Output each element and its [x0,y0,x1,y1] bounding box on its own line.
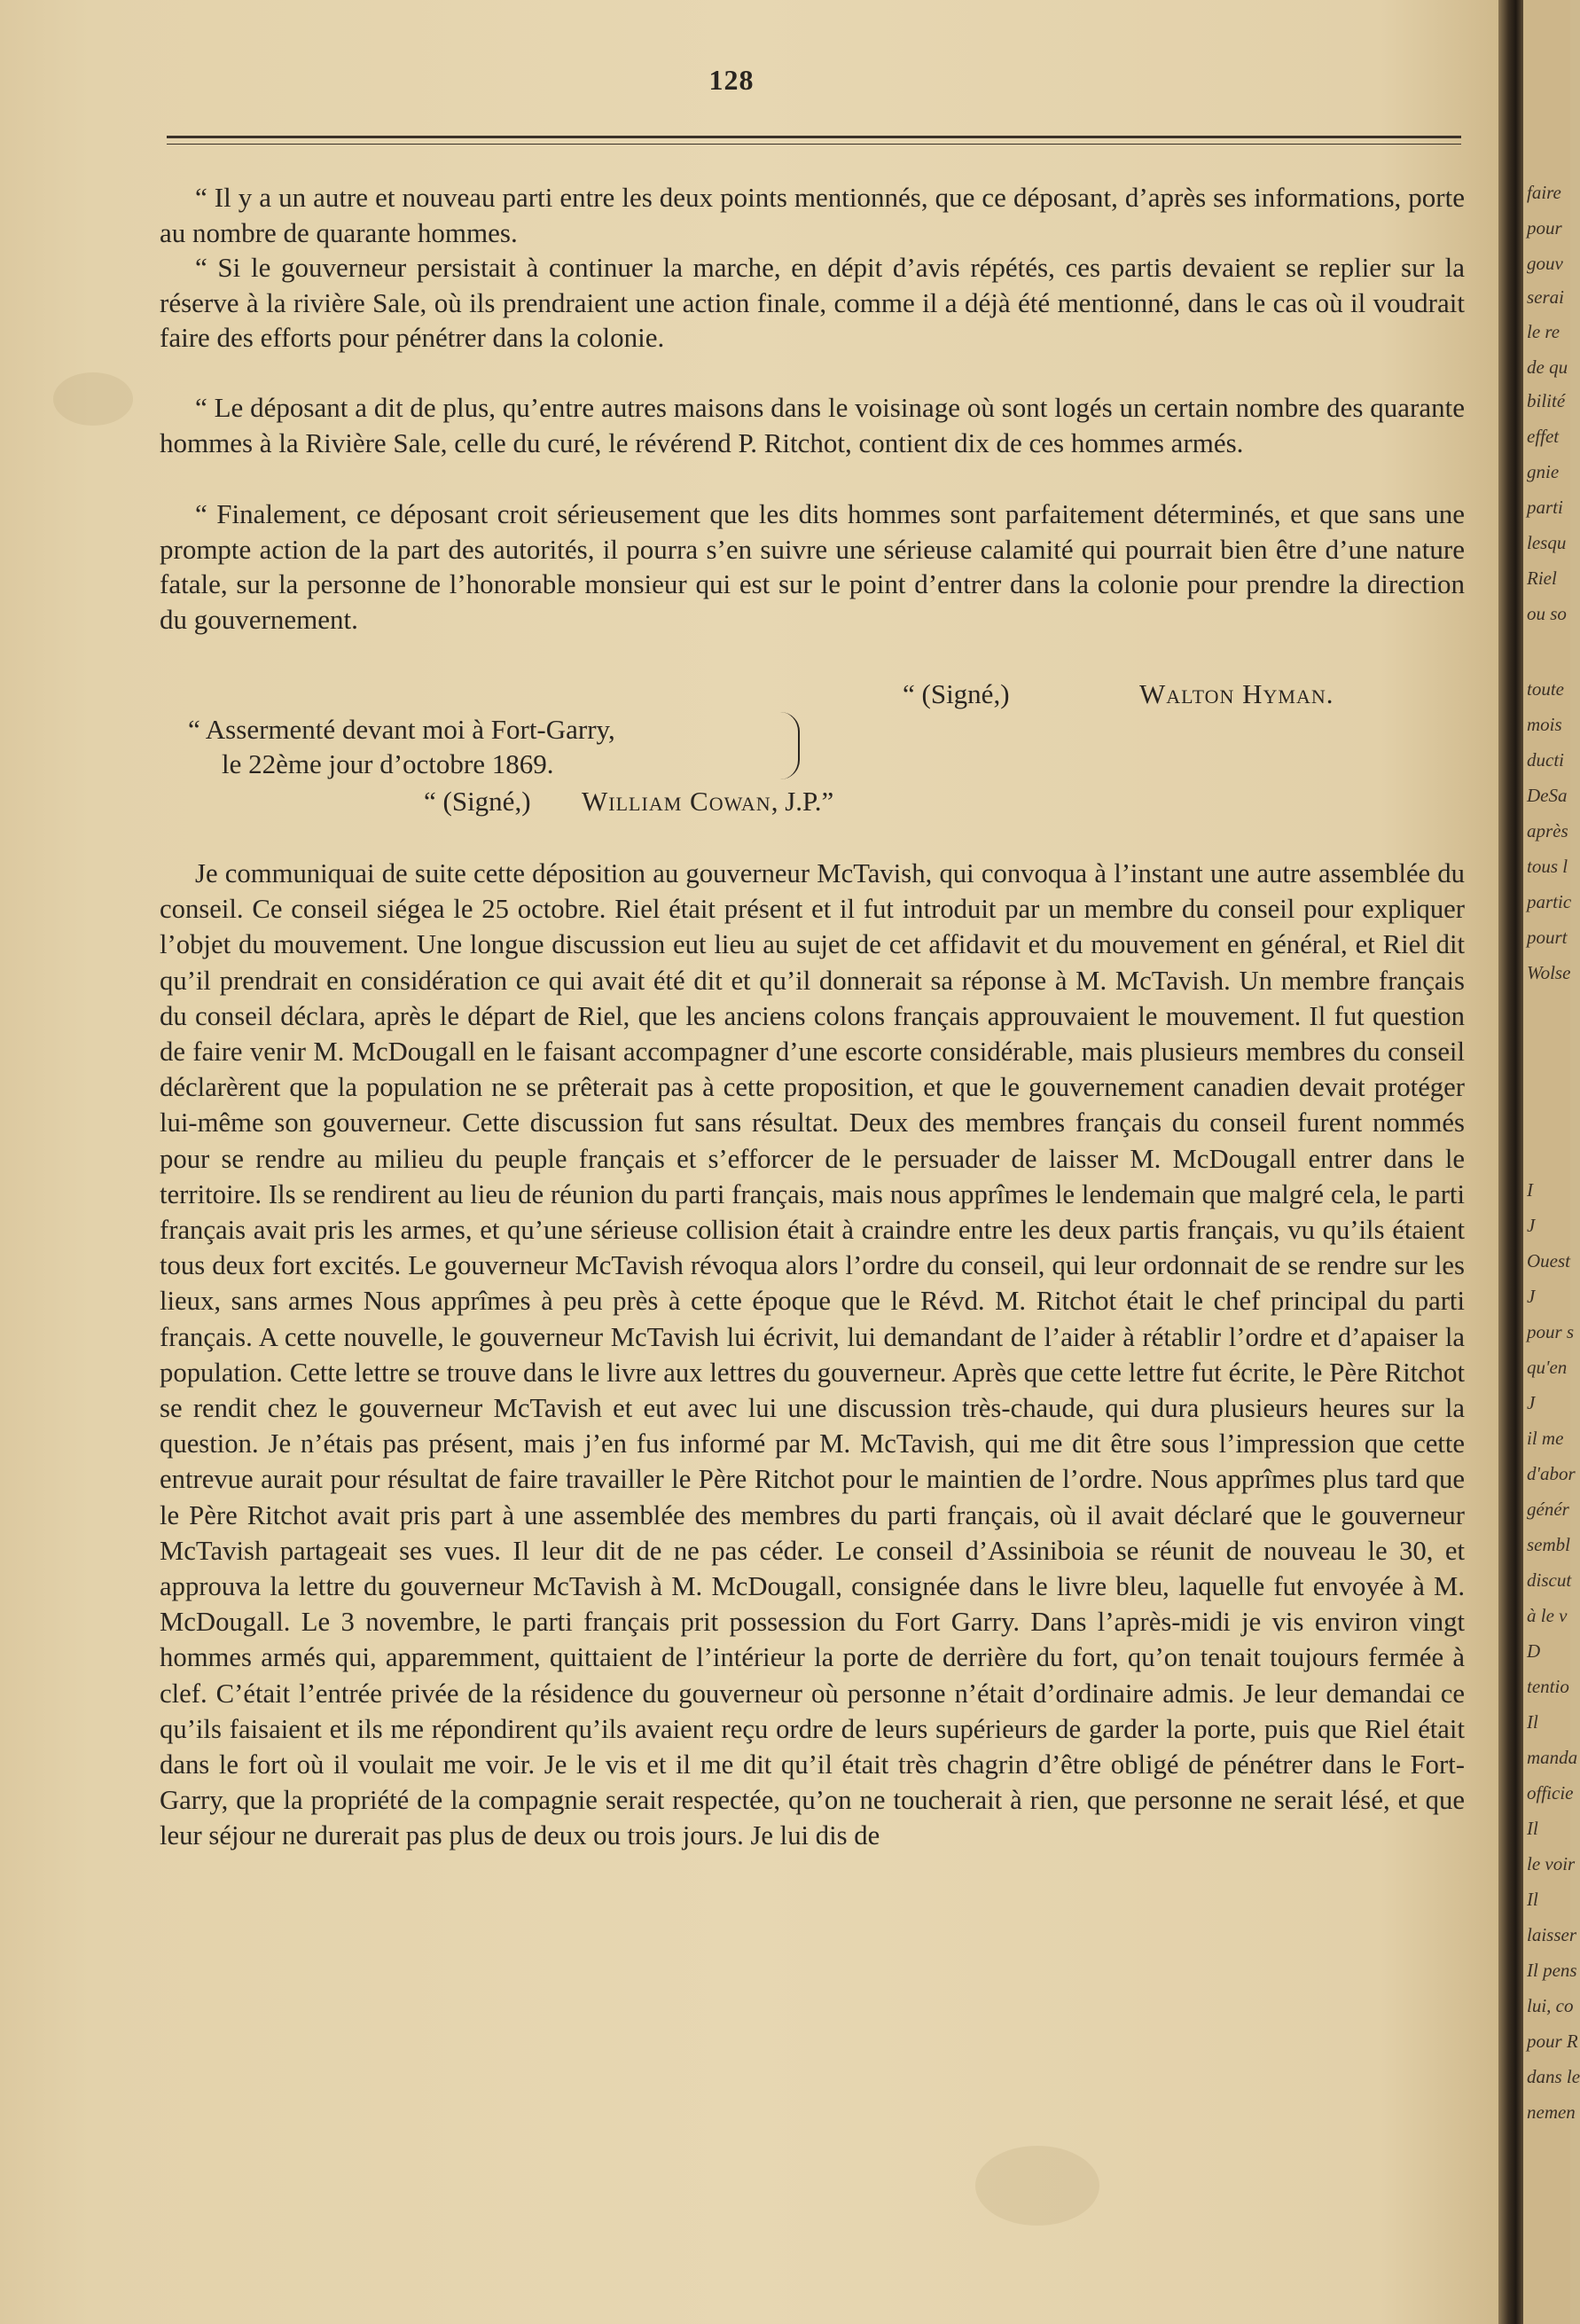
signature-name-cowan: William Cowan [582,786,771,817]
facing-page-fragment: tentio [1527,1676,1569,1697]
facing-page-fragment: J [1527,1286,1536,1307]
facing-page-fragment: gouv [1527,253,1563,274]
page-number: 128 [708,64,755,96]
facing-page-fragment: manda [1527,1747,1578,1768]
facing-page-fragment: discut [1527,1569,1572,1591]
facing-page-fragment: génér [1527,1498,1569,1520]
facing-page-fragment: DeSa [1527,785,1568,806]
facing-page-fragment: partic [1527,891,1572,912]
facing-page-fragment: effet [1527,426,1560,447]
facing-page-fragment: Wolse [1527,962,1571,983]
facing-page-fragment: Riel [1527,567,1557,589]
header-rule-thin [167,144,1461,145]
deposition-paragraph-2: “ Si le gouverneur persistait à continuer la marche, en dépit d’avis répétés, ces partis devaient se replier sur la réserve à la rivière Sale, où ils prendraient une action finale, comme il a déjà été mentionné, dans le cas où il voudrait faire des efforts pour pénétrer dans la colonie. [160,252,1465,353]
book-gutter [1498,0,1523,2324]
facing-page-fragment: parti [1527,497,1563,518]
facing-page-fragment: pour R [1527,2031,1578,2052]
facing-page-fragment: D [1527,1640,1541,1662]
facing-page-fragment: d'abor [1527,1463,1576,1484]
facing-page-fragment: le voir [1527,1853,1576,1874]
facing-page-fragment: pour [1527,217,1562,239]
facing-page-fragment: serai [1527,286,1564,308]
facing-page-fragment: Il [1527,1818,1538,1839]
facing-page-fragment: à le v [1527,1605,1568,1626]
facing-page-fragment: Ouest [1527,1250,1570,1272]
facing-page-fragment: le re [1527,321,1560,342]
facing-page-fragment: Il [1527,1889,1538,1910]
facing-page-fragment: Il pens [1527,1960,1577,1981]
facing-page-fragment: gnie [1527,461,1560,482]
facing-page-fragment: nemen [1527,2101,1576,2123]
facing-page-fragment: lesqu [1527,532,1567,553]
facing-page-fragment: après [1527,820,1568,841]
facing-page-fragment: J [1527,1392,1536,1413]
signature-block-cowan [424,784,833,818]
facing-page-fragment: dans le [1527,2066,1580,2087]
paper-stain [975,2146,1099,2226]
narrative-paragraph: Je communiquai de suite cette déposition au gouverneur McTavish, qui convoqua à l’instant une autre assemblée du conseil. Ce conseil siégea le 25 octobre. Riel était présent et il fut introduit par un membre du conseil pour expliquer l’objet du mouvement. Une longue discussion eut lieu au sujet de cet affidavit et du mouvement en général, et Riel dit qu’il prendrait en considération ce qui avait été dit et qu’il donnerait sa réponse à M. McTavish. Un membre français du conseil déclara, après le départ de Riel, que les anciens colons français approuvaient le mouvement. Il fut question de faire venir M. McDougall en le faisant accompagner d’une escorte considérable, mais plusieurs membres du conseil déclarèrent que la population ne se prêterait pas à cette proposition, et que le gouvernement canadien devait protéger lui-même son gouverneur. Cette discussion fut sans résultat. Deux des membres français du conseil furent nommés pour se rendre au milieu du peuple français et s’efforcer de le persuader de laisser M. McDougall entrer dans le territoire. Ils se rendirent au lieu de réunion du parti français, mais nous apprîmes le lendemain que malgré cela, le parti français avait pris les armes, et qu’une sérieuse collision était à craindre entre les deux partis français, vu qu’ils étaient tous deux fort excités. Le gouverneur McTavish révoqua alors l’ordre du conseil, qui leur ordonnait de se rendre sur les lieux, sans armes Nous apprîmes à peu près à cette époque que le Révd. M. Ritchot était le chef principal du parti français. A cette nouvelle, le gouverneur McTavish lui écrivit, lui demandant de l’aider à rétablir l’ordre et d’apaiser la population. Cette lettre se trouve dans le livre aux lettres du gouverneur. Après que cette lettre fut écrite, le Père Ritchot se rendit chez le gouverneur McTavish et eut avec lui une discussion très-chaude, qui dura plusieurs heures sur la question. Je n’étais pas présent, mais j’en fus informé par M. McTavish, qui me dit être sous l’impression que cette entrevue aurait pour résultat de faire travailler le Père Ritchot pour le maintien de l’ordre. Nous apprîmes plus tard que le Père Ritchot avait pris part à une assemblée des membres du parti français, où il avait déclaré que le gouverneur McTavish partageait ses vues. Il leur dit de ne pas céder. Le conseil d’Assiniboia se réunit de nouveau le 30, et approuva la lettre du gouverneur McTavish à M. McDougall, consignée dans le livre bleu, laquelle fut envoyée à M. McDougall. Le 3 novembre, le parti français prit possession du Fort Garry. Dans l’après-midi je vis environ vingt hommes armés qui, apparemment, quittaient de l’intérieur la porte de derrière du fort, qu’on tenait toujours fermée à clef. C’était l’entrée privée de la résidence du gouverneur où personne n’était d’ordinaire admis. Je leur demandai ce qu’ils faisaient et ils me répondirent qu’ils avaient reçu ordre de leurs supérieurs de garder la porte, puis que Riel était dans le fort où il voulait me voir. Je le vis et il me dit qu’il était très chagrin d’être obligé de pénétrer dans le Fort-Garry, que la propriété de la compagnie serait respectée, qu’on ne toucherait à rien, que personne ne serait lésé, et que leur séjour ne durerait pas plus de deux ou trois jours. Je lui dis de [160,858,1465,1851]
header-rule-thick [167,136,1461,138]
deposition-paragraph-1: “ Il y a un autre et nouveau parti entre les deux points mentionnés, que ce déposant, d’après ses informations, porte au nombre de quarante hommes. [160,182,1465,248]
signature-signe-2: “ (Signé,) [424,786,531,817]
facing-page-fragment: lui, co [1527,1995,1574,2016]
facing-page-fragment: il me [1527,1428,1564,1449]
facing-page-fragment: pourt [1527,927,1568,948]
signature-name-hyman: Walton Hyman. [1139,678,1334,709]
facing-page-fragment: tous l [1527,856,1568,877]
facing-page-fragment: sembl [1527,1534,1570,1555]
paper-stain [53,372,133,426]
facing-page-fragment: I [1527,1179,1533,1201]
facing-page-fragment: toute [1527,678,1564,700]
deposition-paragraph-4: “ Finalement, ce déposant croit sérieusement que les dits hommes sont parfaitement déterminés, et que sans une prompte action de la part des autorités, il pourra s’en suivre une sérieuse calamité qui pourrait bien être d’une nature fatale, sur la personne de l’honorable monsieur qui est sur le point d’entrer dans la colonie pour prendre la direction du gouvernement. [160,498,1465,635]
deposition-paragraph-3: “ Le déposant a dit de plus, qu’entre autres maisons dans le voisinage où sont logés un certain nombre des quarante hommes à la Rivière Sale, celle du curé, le révérend P. Ritchot, contient dix de ces hommes armés. [160,392,1465,458]
facing-page-fragment: officie [1527,1782,1574,1804]
facing-page-fragment: Il [1527,1711,1538,1733]
facing-page-fragment: qu'en [1527,1357,1568,1378]
oath-line-2: le 22ème jour d’octobre 1869. [222,748,554,779]
signature-signe-1: “ (Signé,) [903,678,1010,709]
facing-page-fragment: ducti [1527,749,1564,771]
facing-page-fragment: bilité [1527,390,1566,411]
facing-page-fragment: faire [1527,182,1561,203]
facing-page-fragment: de qu [1527,356,1568,378]
oath-brace [780,712,800,779]
facing-page-fragment: laisser [1527,1924,1577,1945]
oath-line-1: “ Assermenté devant moi à Fort-Garry, [188,714,615,745]
facing-page-fragment: J [1527,1215,1536,1236]
facing-page-fragment: mois [1527,714,1562,735]
facing-page-fragment: pour s [1527,1321,1575,1342]
facing-page-fragment: ou so [1527,603,1567,624]
facing-page-edge [1523,0,1580,2324]
signature-suffix: , J.P.” [770,786,834,817]
